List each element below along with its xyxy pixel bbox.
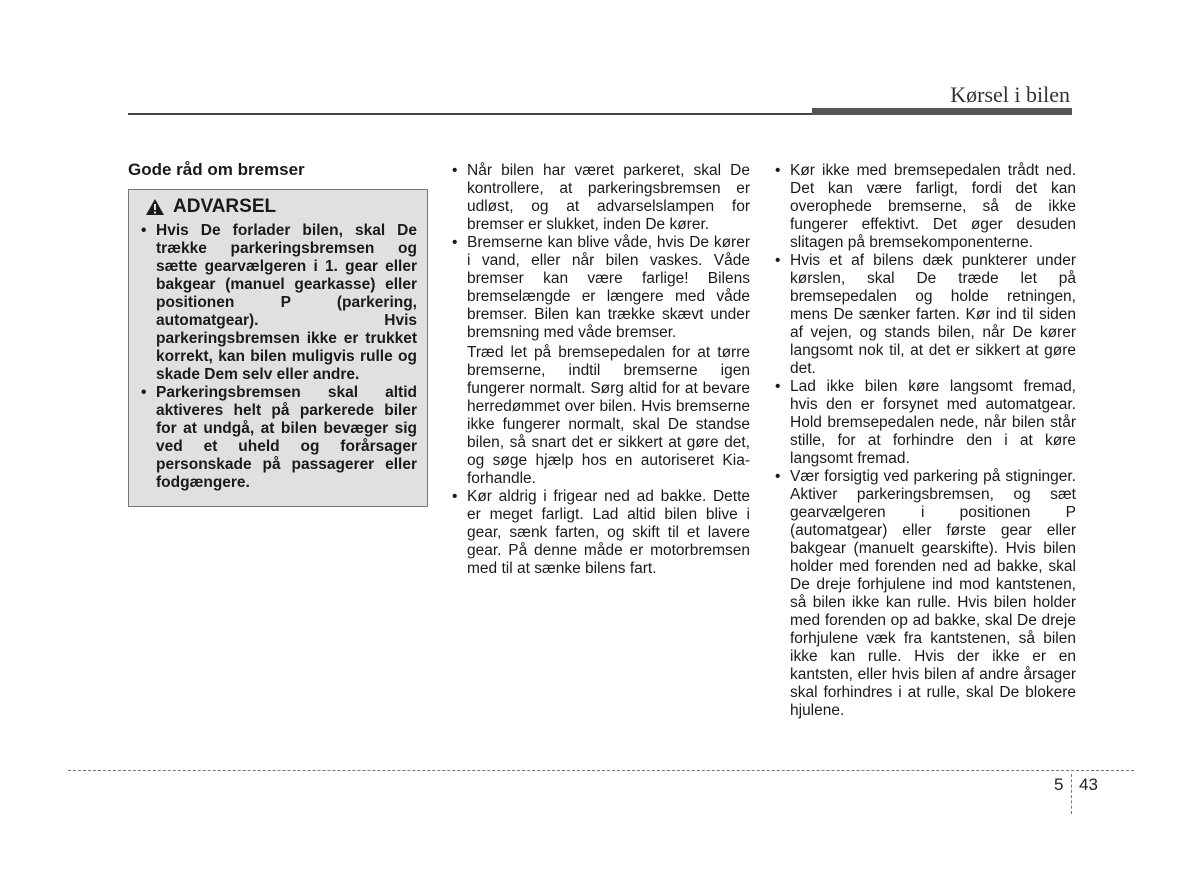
header-accent-bar xyxy=(812,108,1072,115)
list-item-text: Når bilen har været parkeret, skal De kontrollere, at parkeringsbremsen er udløst, og at advarselslampen for bremser er slukket, inden De kører. xyxy=(467,162,750,233)
list-item-text: Bremserne kan blive våde, hvis De kører i vand, eller når bilen vaskes. Våde bremser kan være farlige! Bilens bremselængde er længere med våde bremser. Bilen kan trække skævt under bremsning med våde bremser. xyxy=(467,234,750,341)
warning-title: ADVARSEL xyxy=(173,196,277,217)
list-item xyxy=(450,488,750,578)
page-number: 43 xyxy=(1079,775,1098,794)
list-item xyxy=(773,162,1076,252)
bullet: • xyxy=(775,162,781,179)
list-item xyxy=(773,252,1076,378)
bullet: • xyxy=(141,384,147,401)
warning-item xyxy=(139,384,417,492)
bullet: • xyxy=(452,162,458,179)
warning-item xyxy=(139,222,417,384)
warning-header xyxy=(145,198,417,216)
column-left xyxy=(128,161,428,507)
list-item xyxy=(450,234,750,342)
page-header-title: Kørsel i bilen xyxy=(950,82,1070,107)
list-item-text: Kør aldrig i frigear ned ad bakke. Dette er meget farligt. Lad altid bilen blive i gear, sænk farten, og skift til et lavere gear. På denne måde er motorbremsen med til at sænke bilens fart. xyxy=(467,488,750,577)
bullet: • xyxy=(452,234,458,251)
column-middle xyxy=(450,162,750,578)
bullet: • xyxy=(775,252,781,269)
list-item xyxy=(773,468,1076,720)
warning-item-text: Parkeringsbremsen skal altid aktiveres helt på parkerede biler for at undgå, at bilen bevæger sig ved et uheld og forårsager personskade på passagerer eller fodgængere. xyxy=(156,384,417,491)
chapter-number: 5 xyxy=(1054,775,1064,794)
list-item xyxy=(773,378,1076,468)
section-title: Gode råd om bremser xyxy=(128,160,305,179)
warning-box xyxy=(128,189,428,507)
list-item-text: Vær forsigtig ved parkering på stigninger. Aktiver parkeringsbremsen, og sæt gearvælgeren i positionen P (automatgear) eller første gear eller bakgear (manuelt gearskifte). Hvis bilen holder med forenden ned ad bakke, skal De dreje forhjulene ind mod kantstenen, så bilen ikke kan rulle. Hvis bilen holder med forenden op ad bakke, skal De dreje forhjulene væk fra kantstenen, så bilen ikke kan rulle. Hvis der ikke er en kantsten, eller hvis bilen af andre årsager skal forhindres i at rulle, skal De blokere hjulene. xyxy=(790,468,1076,719)
list-item-paragraph: Træd let på bremsepedalen for at tørre bremserne, indtil bremserne igen fungerer normalt. Sørg altid for at bevare herredømmet over bilen. Hvis bremserne ikke fungerer normalt, skal De standse bilen, så snart det er sikkert at gøre det, og søge hjælp hos en autoriseret Kia-forhandle. xyxy=(467,344,750,487)
footer-divider xyxy=(1071,774,1072,814)
bullet: • xyxy=(775,378,781,395)
warning-triangle-icon xyxy=(145,198,165,216)
warning-item-text: Hvis De forlader bilen, skal De trække parkeringsbremsen og sætte gearvælgeren i 1. gear eller bakgear (manuel gearkasse) eller positionen P (parkering, automatgear). Hvis parkeringsbremsen ikke er trukket korrekt, kan bilen muligvis rulle og skade Dem selv eller andre. xyxy=(156,222,417,383)
footer-rule xyxy=(68,770,1134,771)
list-item xyxy=(450,162,750,234)
bullet: • xyxy=(141,222,147,239)
bullet: • xyxy=(775,468,781,485)
column-right xyxy=(773,162,1076,720)
list-item-text: Hvis et af bilens dæk punkterer under kørslen, skal De træde let på bremsepedalen og holde retningen, mens De sænker farten. Kør ind til siden af vejen, og stands bilen, når De kører langsomt nok til, at det er sikkert at gøre det. xyxy=(790,252,1076,377)
list-item-text: Kør ikke med bremsepedalen trådt ned. Det kan være farligt, fordi det kan overophede bremserne, så de ikke fungerer effektivt. Det øger desuden slitagen på bremsekomponenterne. xyxy=(790,162,1076,251)
bullet: • xyxy=(452,488,458,505)
list-item-text: Lad ikke bilen køre langsomt fremad, hvis den er forsynet med automatgear. Hold bremsepedalen nede, når bilen står stille, for at forhindre den i at køre langsomt fremad. xyxy=(790,378,1076,467)
